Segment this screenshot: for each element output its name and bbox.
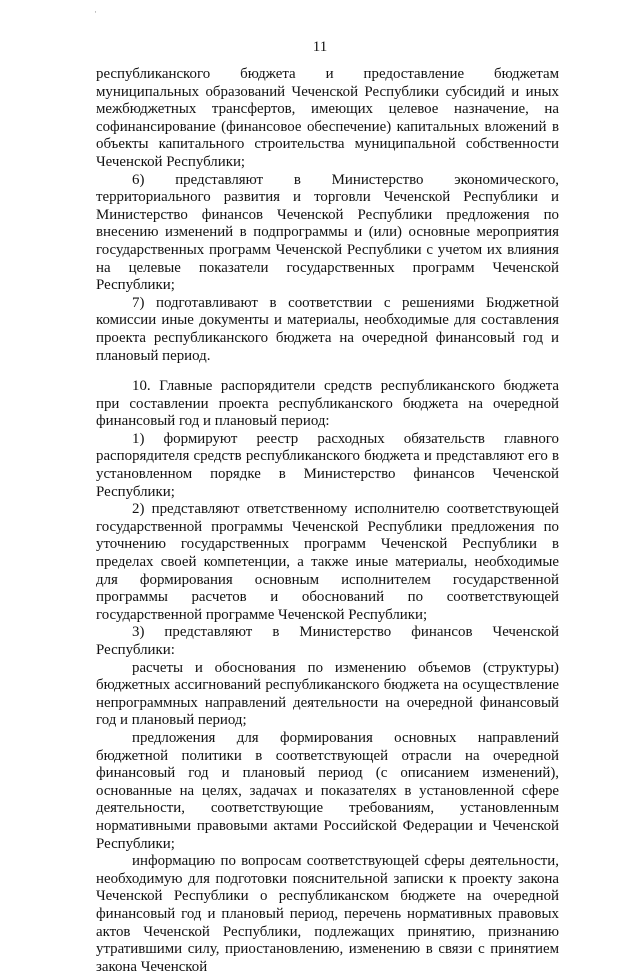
paragraph-information: информацию по вопросам соответствующей сферы деятельности, необходимую для подготовки пояснительной записки к проекту закона Чеченской Республики о республиканском бюджете на очередной финансовый год и плановый период, перечень нормативных правовых актов Чеченской Республики, подлежащих принятию, признанию утратившими силу, приостановлению, изменению в связи с принятием закона Чеченской (96, 853, 559, 975)
paragraph-item-6: 6) представляют в Министерство экономического, территориального развития и торговли Чеченской Республики и Министерство финансов Чеченской Республики предложения по внесению изменений в подпрограммы и (или) основные мероприятия государственных программ Чеченской Республики с учетом их влияния на целевые показатели государственных программ Чеченской Республики; (96, 171, 559, 294)
paragraph-item-3: 3) представляют в Министерство финансов Чеченской Республики: (96, 624, 559, 658)
paragraph-item-1: 1) формируют реестр расходных обязательств главного распорядителя средств республиканского бюджета и представляют его в установленном порядке в Министерство финансов Чеченской Республики; (96, 430, 559, 500)
paragraph-section-10: 10. Главные распорядители средств республиканского бюджета при составлении проекта республиканского бюджета на очередной финансовый год и плановый период: (96, 378, 559, 430)
paragraph-calculations: расчеты и обоснования по изменению объемов (структуры) бюджетных ассигнований республиканского бюджета на осуществление непрограммных направлений деятельности на очередной финансовый год и плановый период; (96, 659, 559, 729)
scan-corner-mark: · (94, 7, 97, 17)
paragraph-continuation: республиканского бюджета и предоставление бюджетам муниципальных образований Чеченской Республики субсидий и иных межбюджетных трансфертов, имеющих целевое назначение, на софинансирование (финансовое обеспечение) капитальных вложений в объекты капитального строительства муниципальной собственности Чеченской Республики; (96, 66, 559, 170)
paragraph-item-2: 2) представляют ответственному исполнителю соответствующей государственной программы Чеченской Республики предложения по уточнению государственных программ Чеченской Республики в пределах своей компетенции, а также иные материалы, необходимые для формирования основным исполнителем государственной программы расчетов и обоснований по соответствующей государственной программе Чеченской Республики; (96, 501, 559, 623)
document-body (96, 66, 559, 976)
page-number: 11 (312, 39, 328, 55)
paragraph-item-7: 7) подготавливают в соответствии с решениями Бюджетной комиссии иные документы и материалы, необходимые для составления проекта республиканского бюджета на очередной финансовый год и плановый период. (96, 294, 559, 364)
paragraph-proposals: предложения для формирования основных направлений бюджетной политики в соответствующей отрасли на очередной финансовый год и плановый период (с описанием изменений), основанные на целях, задачах и показателях в установленной сфере деятельности, соответствующие требованиям, установленным нормативными правовыми актами Российской Федерации и Чеченской Республики; (96, 729, 559, 852)
